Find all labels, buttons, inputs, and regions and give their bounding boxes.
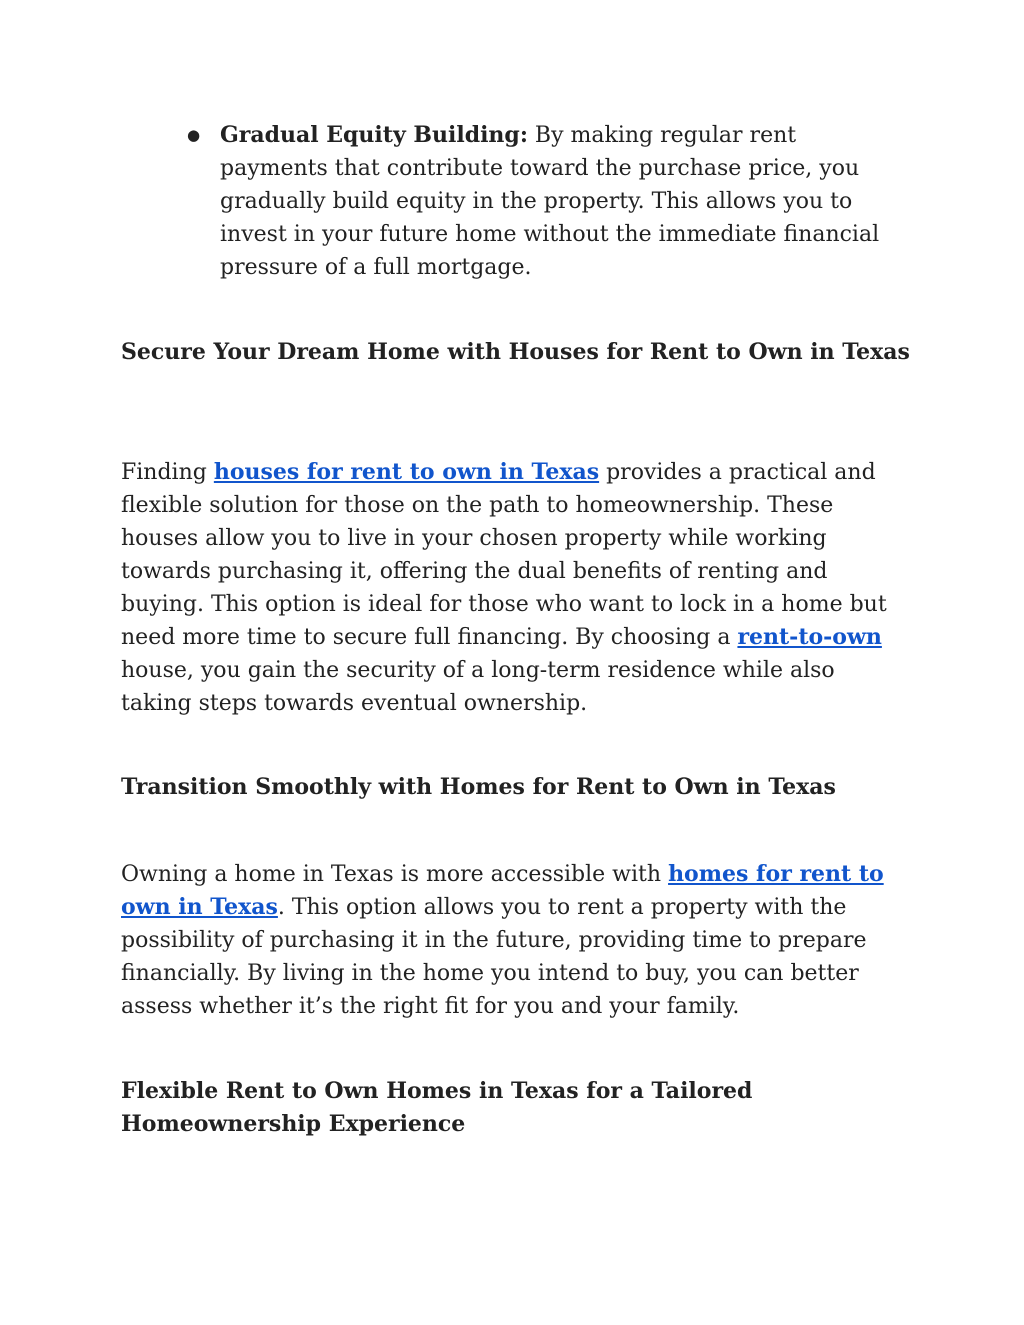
section-heading-houses-rent-to-own: Secure Your Dream Home with Houses for Rent to Own in Texas [121,339,910,365]
link-houses-for-rent-to-own[interactable]: houses for rent to own in Texas [213,459,600,485]
paragraph-homes-rent-to-own [121,858,911,1023]
paragraph-text: Finding [121,460,214,485]
paragraph-houses-rent-to-own [121,456,911,720]
link-homes-for-rent-to-own[interactable]: homes for rent to own in Texas [121,861,884,920]
bullet-text [220,119,887,284]
bullet-dot-icon: ● [187,126,201,144]
paragraph-text: Owning a home in Texas is more accessible with [121,862,669,887]
bullet-label: Gradual Equity Building: [220,122,528,148]
section-heading-flexible-rent-to-own: Flexible Rent to Own Homes in Texas for a Tailored Homeownership Experience [121,1078,753,1137]
bullet-list-item [187,119,887,284]
paragraph-text: provides a practical and flexible solution for those on the path to homeownership. These houses allow you to live in your chosen property while working towards purchasing it, offering the dual benefits of renting and buying. This option is ideal for those who want to lock in a home but need more time to secure full financing. By choosing a [121,460,887,650]
link-rent-to-own[interactable]: rent-to-own [737,624,882,650]
paragraph-text: . This option allows you to rent a property with the possibility of purchasing it in the future, providing time to prepare financially. By living in the home you intend to buy, you can better assess whether it’s the right fit for you and your family. [121,895,867,1019]
paragraph-text: house, you gain the security of a long-term residence while also taking steps towards eventual ownership. [121,658,835,716]
section-heading-transition-smoothly: Transition Smoothly with Homes for Rent to Own in Texas [121,774,836,800]
bullet-body: By making regular rent payments that contribute toward the purchase price, you gradually build equity in the property. This allows you to invest in your future home without the immediate financial pressure of a full mortgage. [220,123,880,280]
